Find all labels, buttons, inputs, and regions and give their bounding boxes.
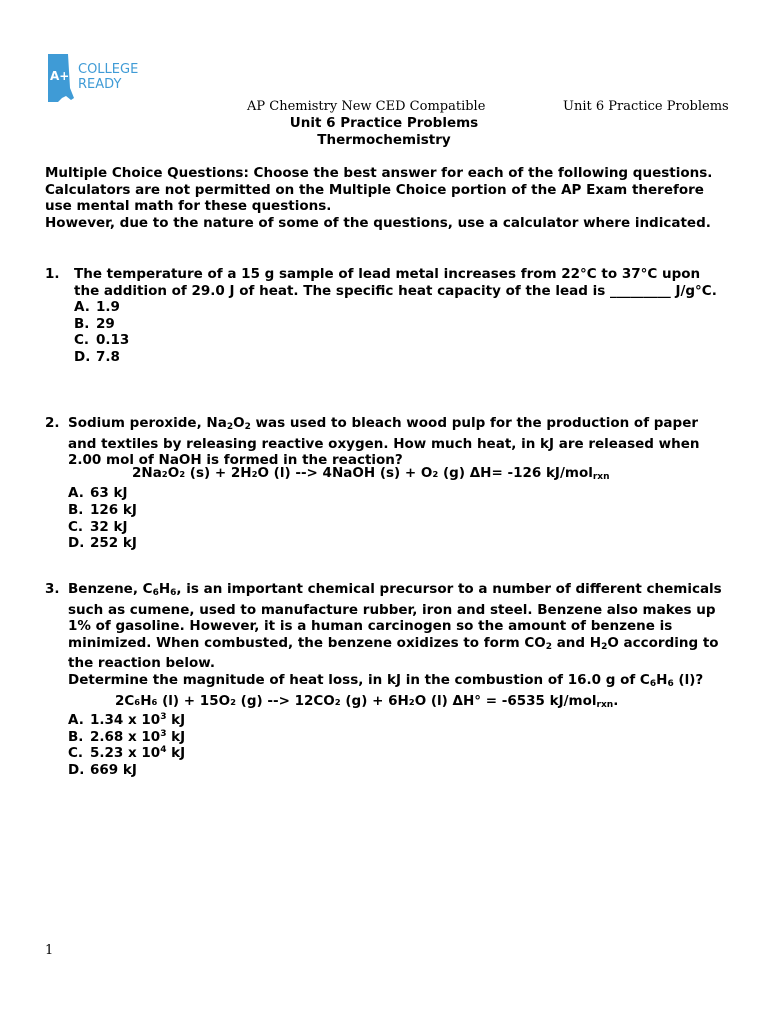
page-number: 1 (45, 943, 54, 958)
question-2 (45, 415, 725, 552)
question-text: The temperature of a 15 g sample of lead metal increases from 22°C to 37°C upon the addition of 29.0 J of heat. The specific heat capacity of the lead is _________ J/g°C. (74, 266, 717, 299)
option-a[interactable]: A. 1.34 x $10^3$ kJ (68, 712, 186, 729)
reaction-equation: 2C₆H₆ (l) + 15O₂ (g) --> 12CO₂ (g) + 6H₂O (l) ΔH° = -6535 kJ/mol$_{rxn}$. (115, 692, 619, 710)
question-text: Benzene, $C_6H_6$, is an important chemical precursor to a number of different chemicals such as cumene, used to manufacture rubber, iron and steel. Benzene also makes up 1% of gasoline. However, it is a human carcinogen so the amount of benzene is minimized. When combusted, the benzene oxidizes to form $CO_2$ and $H_2O$ according to the reaction below. (68, 581, 722, 672)
logo-line2: READY (78, 77, 122, 92)
page-subtitle: Thermochemistry (317, 132, 451, 148)
reaction-equation: 2Na₂O₂ (s) + 2H₂O (l) --> 4NaOH (s) + O₂ (g) ΔH= -126 kJ/mol$_{rxn}$ (132, 465, 610, 482)
option-b[interactable]: B. 126 kJ (68, 501, 137, 518)
option-a[interactable]: A. 1.9 (74, 299, 120, 316)
logo-badge-text: A+ (50, 69, 70, 83)
question-number: 1. (45, 266, 60, 282)
instructions-p3: However, due to the nature of some of the questions, use a calculator where indicated. (45, 214, 711, 231)
question-3 (45, 581, 725, 776)
instructions (45, 165, 725, 231)
option-a[interactable]: A. 63 kJ (68, 485, 128, 502)
option-c[interactable]: C. 5.23 x $10^4$ kJ (68, 745, 186, 762)
question-number: 3. (45, 581, 60, 597)
question-number: 2. (45, 415, 60, 431)
instructions-p1: Multiple Choice Questions: Choose the best answer for each of the following questions. (45, 165, 713, 181)
header-unit: Unit 6 Practice Problems (563, 99, 729, 114)
logo-line1: COLLEGE (78, 62, 139, 77)
option-b[interactable]: B. 2.68 x $10^3$ kJ (68, 728, 186, 745)
question-1 (45, 266, 725, 366)
option-d[interactable]: D. 252 kJ (68, 535, 137, 552)
option-c[interactable]: C. 32 kJ (68, 518, 128, 535)
option-d[interactable]: D. 669 kJ (68, 761, 137, 778)
state-map-icon (44, 52, 152, 110)
answer-options (74, 299, 725, 365)
college-ready-logo (44, 52, 152, 110)
reaction-equation-row (68, 693, 725, 710)
page-title: Unit 6 Practice Problems (289, 115, 479, 131)
instructions-p2: Calculators are not permitted on the Multiple Choice portion of the AP Exam therefore use mental math for these questions. (45, 181, 704, 215)
question-prompt: Determine the magnitude of heat loss, in kJ in the combustion of 16.0 g of $C_6H_6$ (l)? (68, 671, 704, 689)
header-course: AP Chemistry New CED Compatible (247, 99, 486, 114)
option-b[interactable]: B. 29 (74, 315, 115, 332)
answer-options (68, 485, 725, 551)
answer-options (68, 709, 725, 778)
question-text: Sodium peroxide, $Na_2O_2$ was used to bleach wood pulp for the production of paper and textiles by releasing reactive oxygen. How much heat, in kJ are released when 2.00 mol of NaOH is formed in the reaction? (68, 415, 700, 469)
option-c[interactable]: C. 0.13 (74, 332, 130, 349)
option-d[interactable]: D. 7.8 (74, 348, 120, 365)
